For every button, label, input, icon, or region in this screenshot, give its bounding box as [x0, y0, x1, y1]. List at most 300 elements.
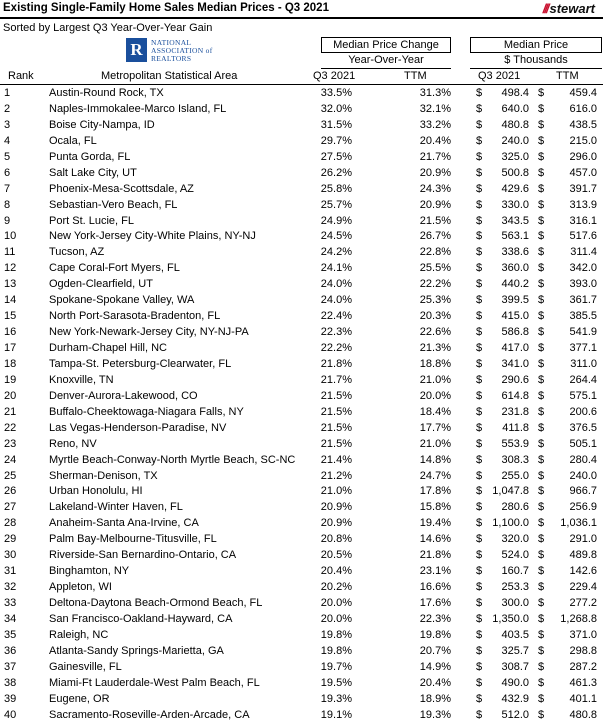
- q3-change-cell: 26.2%: [320, 166, 352, 179]
- currency-symbol: $: [476, 676, 483, 689]
- msa-cell: Punta Gorda, FL: [49, 150, 131, 163]
- msa-cell: Sebastian-Vero Beach, FL: [49, 198, 178, 211]
- msa-cell: North Port-Sarasota-Bradenton, FL: [49, 310, 221, 323]
- q3-price-cell: 255.0: [501, 469, 529, 482]
- currency-symbol: $: [538, 357, 545, 370]
- currency-symbol: $: [476, 87, 483, 99]
- q3-change-cell: 22.4%: [320, 310, 352, 323]
- currency-symbol: $: [476, 118, 483, 131]
- rank-cell: 6: [4, 166, 11, 179]
- q3-change-cell: 21.5%: [320, 405, 352, 418]
- rank-cell: 16: [4, 326, 17, 339]
- title-divider: [0, 17, 603, 19]
- currency-symbol: $: [476, 150, 483, 163]
- table-row: [0, 515, 603, 531]
- q3-change-cell: 31.5%: [320, 118, 352, 131]
- q3-price-cell: 300.0: [501, 597, 529, 609]
- q3-price-cell: 586.8: [501, 326, 529, 339]
- ttm-change-cell: 24.7%: [419, 469, 451, 482]
- msa-cell: Knoxville, TN: [49, 373, 114, 386]
- rank-cell: 39: [4, 692, 17, 705]
- ttm-price-cell: 541.9: [569, 326, 597, 339]
- ttm-change-cell: 14.8%: [419, 453, 451, 466]
- currency-symbol: $: [538, 182, 545, 195]
- q3-price-cell: 614.8: [501, 389, 529, 402]
- q3-price-cell: 490.0: [501, 676, 529, 689]
- msa-cell: Austin-Round Rock, TX: [49, 87, 164, 99]
- header-group-median-price: Median Price: [470, 37, 602, 53]
- currency-symbol: $: [476, 373, 483, 386]
- q3-price-cell: 325.7: [501, 644, 529, 657]
- q3-change-cell: 24.1%: [320, 262, 352, 275]
- ttm-price-cell: 480.8: [569, 708, 597, 721]
- currency-symbol: $: [476, 565, 483, 578]
- ttm-change-cell: 18.8%: [419, 357, 451, 370]
- currency-symbol: $: [476, 692, 483, 705]
- rank-cell: 26: [4, 485, 17, 498]
- table-row: [0, 531, 603, 547]
- ttm-price-cell: 277.2: [569, 597, 597, 609]
- ttm-price-cell: 142.6: [569, 565, 597, 578]
- ttm-change-cell: 21.0%: [419, 437, 451, 450]
- q3-price-cell: 440.2: [501, 278, 529, 291]
- q3-change-cell: 19.5%: [320, 676, 352, 689]
- ttm-price-cell: 438.5: [569, 118, 597, 131]
- msa-cell: Reno, NV: [49, 437, 97, 450]
- header-rule-median-price: [470, 68, 602, 69]
- msa-cell: Lakeland-Winter Haven, FL: [49, 501, 183, 514]
- q3-change-cell: 20.2%: [320, 581, 352, 594]
- q3-price-cell: 253.3: [501, 581, 529, 594]
- currency-symbol: $: [476, 485, 483, 498]
- table-row: [0, 452, 603, 468]
- q3-price-cell: 432.9: [501, 692, 529, 705]
- msa-cell: Denver-Aurora-Lakewood, CO: [49, 389, 198, 402]
- header-thousands: $ Thousands: [504, 54, 568, 66]
- msa-cell: Raleigh, NC: [49, 628, 109, 641]
- currency-symbol: $: [476, 246, 483, 259]
- table-row: [0, 197, 603, 213]
- ttm-change-cell: 19.8%: [419, 628, 451, 641]
- table-row: [0, 659, 603, 675]
- msa-cell: Ogden-Clearfield, UT: [49, 278, 153, 291]
- msa-cell: New York-Newark-Jersey City, NY-NJ-PA: [49, 326, 249, 339]
- rank-cell: 36: [4, 644, 17, 657]
- currency-symbol: $: [476, 517, 483, 530]
- q3-price-cell: 280.6: [501, 501, 529, 514]
- q3-price-cell: 160.7: [501, 565, 529, 578]
- msa-cell: Atlanta-Sandy Springs-Marietta, GA: [49, 644, 224, 657]
- ttm-price-cell: 391.7: [569, 182, 597, 195]
- q3-price-cell: 325.0: [501, 150, 529, 163]
- q3-price-cell: 500.8: [501, 166, 529, 179]
- q3-price-cell: 1,100.0: [492, 517, 529, 530]
- currency-symbol: $: [538, 310, 545, 323]
- msa-cell: Myrtle Beach-Conway-North Myrtle Beach, SC-NC: [49, 453, 296, 466]
- rank-cell: 24: [4, 453, 17, 466]
- ttm-price-cell: 342.0: [569, 262, 597, 275]
- rank-cell: 22: [4, 421, 17, 434]
- rank-cell: 17: [4, 342, 17, 354]
- currency-symbol: $: [476, 198, 483, 211]
- ttm-change-cell: 22.6%: [419, 326, 451, 339]
- table-row: [0, 85, 603, 101]
- rank-cell: 38: [4, 676, 17, 689]
- rank-cell: 32: [4, 581, 17, 594]
- rank-cell: 34: [4, 612, 17, 625]
- q3-price-cell: 403.5: [501, 628, 529, 641]
- msa-cell: Sherman-Denison, TX: [49, 469, 158, 482]
- rank-cell: 25: [4, 469, 17, 482]
- table-row: [0, 388, 603, 404]
- table-row: [0, 181, 603, 197]
- column-header-ttm-change: TTM: [404, 70, 427, 82]
- currency-symbol: $: [538, 166, 545, 179]
- q3-change-cell: 19.1%: [320, 708, 352, 721]
- ttm-price-cell: 313.9: [569, 198, 597, 211]
- ttm-price-cell: 256.9: [569, 501, 597, 514]
- ttm-change-cell: 16.6%: [419, 581, 451, 594]
- q3-change-cell: 33.5%: [320, 87, 352, 99]
- table-row: [0, 436, 603, 452]
- q3-change-cell: 21.0%: [320, 485, 352, 498]
- title-bar: [0, 0, 603, 18]
- table-row: [0, 643, 603, 659]
- q3-price-cell: 1,350.0: [492, 612, 529, 625]
- currency-symbol: $: [476, 708, 483, 721]
- table-row: [0, 675, 603, 691]
- ttm-change-cell: 19.3%: [419, 708, 451, 721]
- column-header-q3-price: Q3 2021: [478, 70, 521, 82]
- currency-symbol: $: [476, 214, 483, 227]
- table-row: [0, 595, 603, 611]
- msa-cell: Appleton, WI: [49, 581, 112, 594]
- currency-symbol: $: [538, 87, 545, 99]
- ttm-change-cell: 23.1%: [419, 565, 451, 578]
- column-header-q3-change: Q3 2021: [313, 70, 356, 82]
- msa-cell: New York-Jersey City-White Plains, NY-NJ: [49, 230, 256, 243]
- currency-symbol: $: [538, 278, 545, 291]
- currency-symbol: $: [476, 660, 483, 673]
- ttm-change-cell: 22.2%: [419, 278, 451, 291]
- ttm-price-cell: 311.4: [570, 246, 597, 259]
- msa-cell: Phoenix-Mesa-Scottsdale, AZ: [49, 182, 194, 195]
- rank-cell: 21: [4, 405, 17, 418]
- table-row: [0, 117, 603, 133]
- rank-cell: 37: [4, 660, 17, 673]
- msa-cell: Spokane-Spokane Valley, WA: [49, 294, 195, 307]
- ttm-price-cell: 361.7: [569, 294, 597, 307]
- q3-price-cell: 231.8: [501, 405, 529, 418]
- q3-price-cell: 563.1: [501, 230, 529, 243]
- currency-symbol: $: [476, 262, 483, 275]
- q3-price-cell: 417.0: [501, 342, 529, 354]
- ttm-change-cell: 25.3%: [419, 294, 451, 307]
- currency-symbol: $: [538, 453, 545, 466]
- rank-cell: 28: [4, 517, 17, 530]
- msa-cell: Cape Coral-Fort Myers, FL: [49, 262, 180, 275]
- ttm-change-cell: 17.8%: [419, 485, 451, 498]
- rank-cell: 9: [4, 214, 11, 227]
- ttm-price-cell: 575.1: [569, 389, 597, 402]
- q3-price-cell: 308.7: [501, 660, 529, 673]
- currency-symbol: $: [538, 294, 545, 307]
- currency-symbol: $: [538, 437, 545, 450]
- q3-change-cell: 24.9%: [320, 214, 352, 227]
- q3-change-cell: 21.7%: [320, 373, 352, 386]
- table-row: [0, 356, 603, 372]
- currency-symbol: $: [538, 469, 545, 482]
- currency-symbol: $: [476, 294, 483, 307]
- currency-symbol: $: [538, 214, 545, 227]
- q3-change-cell: 24.0%: [320, 278, 352, 291]
- q3-price-cell: 429.6: [501, 182, 529, 195]
- table-row: [0, 260, 603, 276]
- currency-symbol: $: [476, 389, 483, 402]
- ttm-change-cell: 17.7%: [419, 421, 451, 434]
- ttm-change-cell: 25.5%: [419, 262, 451, 275]
- ttm-change-cell: 20.4%: [419, 676, 451, 689]
- table-row: [0, 165, 603, 181]
- q3-price-cell: 240.0: [501, 134, 529, 147]
- msa-cell: Ocala, FL: [49, 134, 97, 147]
- currency-symbol: $: [538, 581, 545, 594]
- rank-cell: 20: [4, 389, 17, 402]
- ttm-price-cell: 291.0: [569, 533, 597, 546]
- rank-cell: 11: [4, 246, 16, 259]
- currency-symbol: $: [476, 230, 483, 243]
- msa-cell: Buffalo-Cheektowaga-Niagara Falls, NY: [49, 405, 244, 418]
- msa-cell: Tucson, AZ: [49, 246, 105, 259]
- q3-price-cell: 338.6: [501, 246, 529, 259]
- column-header-rank: Rank: [8, 70, 34, 82]
- ttm-change-cell: 20.9%: [419, 198, 451, 211]
- currency-symbol: $: [538, 198, 545, 211]
- q3-price-cell: 360.0: [501, 262, 529, 275]
- ttm-price-cell: 240.0: [569, 469, 597, 482]
- table-row: [0, 340, 603, 356]
- ttm-change-cell: 18.9%: [419, 692, 451, 705]
- q3-price-cell: 290.6: [501, 373, 529, 386]
- q3-change-cell: 25.7%: [320, 198, 352, 211]
- ttm-price-cell: 461.3: [569, 676, 597, 689]
- ttm-change-cell: 22.3%: [419, 612, 451, 625]
- rank-cell: 12: [4, 262, 17, 275]
- currency-symbol: $: [538, 405, 545, 418]
- q3-price-cell: 330.0: [501, 198, 529, 211]
- ttm-price-cell: 376.5: [569, 421, 597, 434]
- ttm-price-cell: 1,268.8: [560, 612, 597, 625]
- q3-change-cell: 20.4%: [320, 565, 352, 578]
- msa-cell: Anaheim-Santa Ana-Irvine, CA: [49, 517, 199, 530]
- currency-symbol: $: [538, 485, 545, 498]
- ttm-price-cell: 517.6: [569, 230, 597, 243]
- table-row: [0, 547, 603, 563]
- msa-cell: Deltona-Daytona Beach-Ormond Beach, FL: [49, 597, 263, 609]
- currency-symbol: $: [538, 373, 545, 386]
- table-row: [0, 292, 603, 308]
- currency-symbol: $: [476, 405, 483, 418]
- currency-symbol: $: [476, 453, 483, 466]
- q3-price-cell: 498.4: [501, 87, 529, 99]
- q3-price-cell: 415.0: [501, 310, 529, 323]
- msa-cell: Salt Lake City, UT: [49, 166, 137, 179]
- table-row: [0, 499, 603, 515]
- rank-cell: 27: [4, 501, 17, 514]
- currency-symbol: $: [538, 118, 545, 131]
- currency-symbol: $: [538, 628, 545, 641]
- q3-change-cell: 32.0%: [320, 102, 352, 115]
- realtor-logo: [126, 38, 226, 68]
- q3-change-cell: 21.4%: [320, 453, 352, 466]
- ttm-price-cell: 459.4: [569, 87, 597, 99]
- ttm-change-cell: 22.8%: [419, 246, 451, 259]
- table-row: [0, 372, 603, 388]
- ttm-price-cell: 385.5: [569, 310, 597, 323]
- stewart-logo-text: stewart: [549, 1, 595, 16]
- currency-symbol: $: [538, 676, 545, 689]
- q3-price-cell: 553.9: [501, 437, 529, 450]
- rank-cell: 19: [4, 373, 17, 386]
- currency-symbol: $: [476, 612, 483, 625]
- rank-cell: 4: [4, 134, 11, 147]
- table-row: [0, 276, 603, 292]
- msa-cell: Boise City-Nampa, ID: [49, 118, 155, 131]
- header-year-over-year: Year-Over-Year: [348, 54, 424, 66]
- q3-change-cell: 21.5%: [320, 437, 352, 450]
- ttm-change-cell: 14.6%: [419, 533, 451, 546]
- ttm-change-cell: 32.1%: [419, 102, 451, 115]
- rank-cell: 8: [4, 198, 11, 211]
- ttm-price-cell: 393.0: [569, 278, 597, 291]
- table-row: [0, 404, 603, 420]
- currency-symbol: $: [538, 644, 545, 657]
- ttm-change-cell: 20.0%: [419, 389, 451, 402]
- ttm-change-cell: 18.4%: [419, 405, 451, 418]
- currency-symbol: $: [476, 644, 483, 657]
- msa-cell: Palm Bay-Melbourne-Titusville, FL: [49, 533, 217, 546]
- ttm-change-cell: 26.7%: [419, 230, 451, 243]
- currency-symbol: $: [538, 501, 545, 514]
- q3-change-cell: 19.8%: [320, 644, 352, 657]
- ttm-price-cell: 1,036.1: [560, 517, 597, 530]
- realtor-r-icon: R: [126, 38, 147, 62]
- stewart-logo: [543, 1, 595, 16]
- subtitle: Sorted by Largest Q3 Year-Over-Year Gain: [3, 22, 213, 34]
- msa-cell: Naples-Immokalee-Marco Island, FL: [49, 102, 227, 115]
- ttm-change-cell: 20.3%: [419, 310, 451, 323]
- currency-symbol: $: [538, 517, 545, 530]
- q3-change-cell: 21.5%: [320, 421, 352, 434]
- realtor-logo-text: NATIONAL ASSOCIATION of REALTORS: [151, 38, 213, 63]
- currency-symbol: $: [476, 357, 483, 370]
- table-row: [0, 627, 603, 643]
- data-table: [0, 85, 603, 723]
- currency-symbol: $: [538, 612, 545, 625]
- currency-symbol: $: [476, 501, 483, 514]
- currency-symbol: $: [538, 421, 545, 434]
- currency-symbol: $: [538, 692, 545, 705]
- table-row: [0, 213, 603, 229]
- currency-symbol: $: [538, 246, 545, 259]
- table-row: [0, 228, 603, 244]
- ttm-change-cell: 33.2%: [419, 118, 451, 131]
- currency-symbol: $: [476, 533, 483, 546]
- q3-change-cell: 22.3%: [320, 326, 352, 339]
- rank-cell: 13: [4, 278, 17, 291]
- msa-cell: Miami-Ft Lauderdale-West Palm Beach, FL: [49, 676, 260, 689]
- ttm-price-cell: 371.0: [569, 628, 597, 641]
- q3-price-cell: 343.5: [501, 214, 529, 227]
- ttm-change-cell: 21.5%: [419, 214, 451, 227]
- currency-symbol: $: [476, 437, 483, 450]
- rank-cell: 15: [4, 310, 17, 323]
- currency-symbol: $: [538, 708, 545, 721]
- msa-cell: Port St. Lucie, FL: [49, 214, 134, 227]
- currency-symbol: $: [538, 262, 545, 275]
- rank-cell: 1: [4, 87, 11, 99]
- currency-symbol: $: [538, 597, 545, 609]
- currency-symbol: $: [476, 102, 483, 115]
- currency-symbol: $: [476, 469, 483, 482]
- q3-price-cell: 320.0: [501, 533, 529, 546]
- column-header-ttm-price: TTM: [556, 70, 579, 82]
- table-row: [0, 563, 603, 579]
- rank-cell: 29: [4, 533, 17, 546]
- table-row: [0, 707, 603, 723]
- ttm-change-cell: 14.9%: [419, 660, 451, 673]
- q3-change-cell: 19.3%: [320, 692, 352, 705]
- currency-symbol: $: [538, 533, 545, 546]
- ttm-change-cell: 21.3%: [419, 342, 451, 354]
- q3-change-cell: 21.2%: [320, 469, 352, 482]
- table-row: [0, 468, 603, 484]
- table-row: [0, 483, 603, 499]
- currency-symbol: $: [476, 310, 483, 323]
- q3-change-cell: 29.7%: [320, 134, 352, 147]
- currency-symbol: $: [538, 326, 545, 339]
- currency-symbol: $: [476, 278, 483, 291]
- table-row: [0, 611, 603, 627]
- ttm-price-cell: 966.7: [569, 485, 597, 498]
- q3-price-cell: 308.3: [501, 453, 529, 466]
- ttm-price-cell: 215.0: [569, 134, 597, 147]
- q3-price-cell: 524.0: [501, 549, 529, 562]
- ttm-change-cell: 21.8%: [419, 549, 451, 562]
- ttm-price-cell: 616.0: [569, 102, 597, 115]
- q3-change-cell: 24.5%: [320, 230, 352, 243]
- q3-price-cell: 512.0: [501, 708, 529, 721]
- msa-cell: Durham-Chapel Hill, NC: [49, 342, 167, 354]
- q3-change-cell: 20.9%: [320, 517, 352, 530]
- q3-change-cell: 24.0%: [320, 294, 352, 307]
- rank-cell: 2: [4, 102, 11, 115]
- q3-price-cell: 1,047.8: [492, 485, 529, 498]
- q3-change-cell: 21.5%: [320, 389, 352, 402]
- table-row: [0, 308, 603, 324]
- q3-change-cell: 19.8%: [320, 628, 352, 641]
- ttm-change-cell: 20.4%: [419, 134, 451, 147]
- column-header-msa: Metropolitan Statistical Area: [101, 70, 238, 82]
- q3-price-cell: 480.8: [501, 118, 529, 131]
- msa-cell: Urban Honolulu, HI: [49, 485, 143, 498]
- rank-cell: 33: [4, 597, 17, 609]
- table-row: [0, 149, 603, 165]
- ttm-price-cell: 311.0: [570, 357, 597, 370]
- ttm-price-cell: 457.0: [569, 166, 597, 179]
- q3-price-cell: 640.0: [501, 102, 529, 115]
- msa-cell: Sacramento-Roseville-Arden-Arcade, CA: [49, 708, 250, 721]
